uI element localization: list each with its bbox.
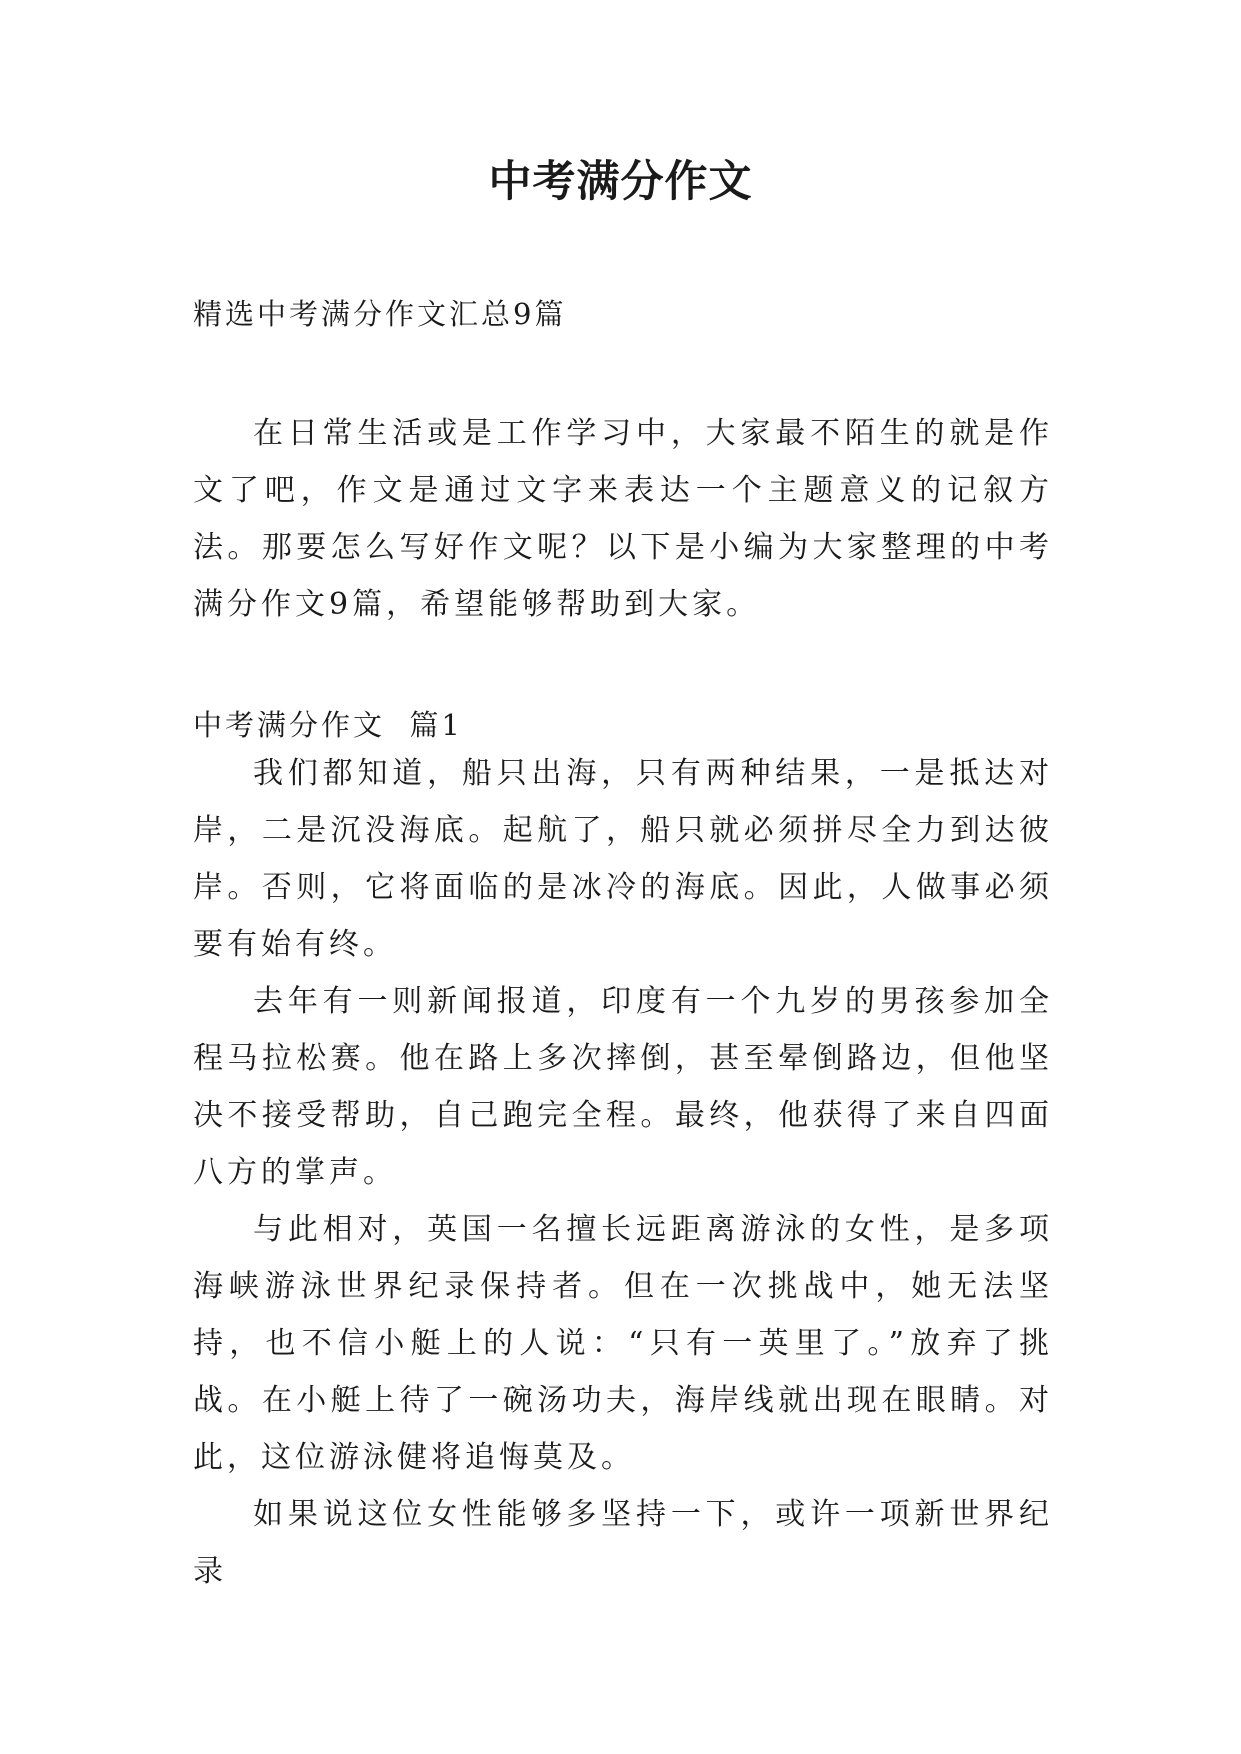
essay-body <box>193 745 1053 1600</box>
document-subtitle: 精选中考满分作文汇总9篇 <box>193 297 567 331</box>
body-paragraph: 去年有一则新闻报道，印度有一个九岁的男孩参加全程马拉松赛。他在路上多次摔倒，甚至晕倒路边，但他坚决不接受帮助，自己跑完全程。最终，他获得了来自四面八方的掌声。 <box>193 984 1053 1190</box>
body-paragraph: 我们都知道，船只出海，只有两种结果，一是抵达对岸，二是沉没海底。起航了，船只就必须拼尽全力到达彼岸。否则，它将面临的是冰冷的海底。因此，人做事必须要有始有终。 <box>193 756 1053 962</box>
intro-paragraph: 在日常生活或是工作学习中，大家最不陌生的就是作文了吧，作文是通过文字来表达一个主题意义的记叙方法。那要怎么写好作文呢？以下是小编为大家整理的中考满分作文9篇，希望能够帮助到大家。 <box>193 416 1053 622</box>
body-paragraph: 与此相对，英国一名擅长远距离游泳的女性，是多项海峡游泳世界纪录保持者。但在一次挑战中，她无法坚持，也不信小艇上的人说：“只有一英里了。”放弃了挑战。在小艇上待了一碗汤功夫，海岸线就出现在眼睛。对此，这位游泳健将追悔莫及。 <box>193 1212 1053 1475</box>
document-title: 中考满分作文 <box>488 157 753 207</box>
body-paragraph: 如果说这位女性能够多坚持一下，或许一项新世界纪录 <box>193 1497 1053 1589</box>
section-heading: 中考满分作文 篇1 <box>193 708 463 742</box>
intro-section <box>193 405 1053 633</box>
